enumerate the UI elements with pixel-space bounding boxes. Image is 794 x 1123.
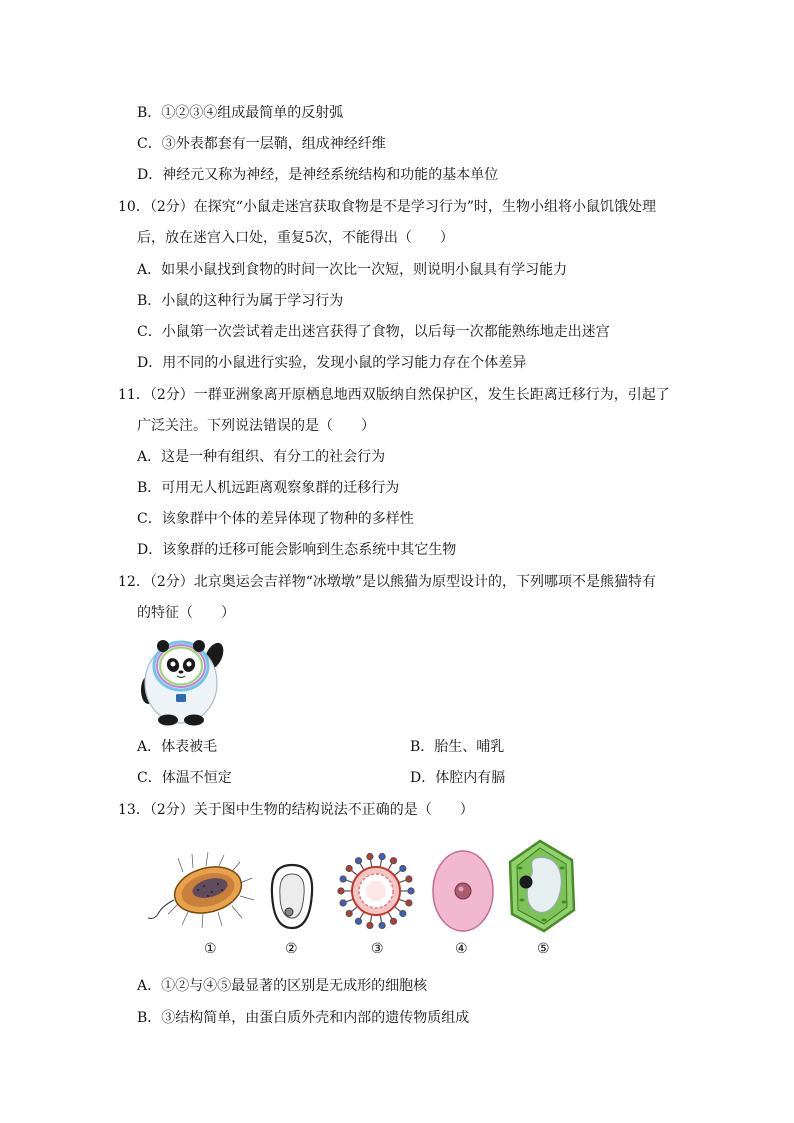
q12-option-c: C．体温不恒定 <box>137 770 232 786</box>
virus-spike-icon <box>338 888 344 894</box>
q9-option-c: C．③外表都套有一层鞘，组成神经纤维 <box>137 136 386 152</box>
figure-label-4: ④ <box>455 941 468 957</box>
virus-spike-icon <box>356 918 362 924</box>
q10-option-b: B．小鼠的这种行为属于学习行为 <box>137 293 344 309</box>
q12-option-a: A．体表被毛 <box>137 739 218 755</box>
virus-spike-icon <box>356 858 362 864</box>
q11-stem-line2: 广泛关注。下列说法错误的是（ ） <box>137 418 375 434</box>
q13-stem: 13．（2分）关于图中生物的结构说法不正确的是（ ） <box>118 802 474 818</box>
virus-spike-icon <box>406 900 412 906</box>
q11-stem-line1: 11．（2分）一群亚洲象离开原栖息地西双版纳自然保护区，发生长距离迁移行为，引起了 <box>118 387 670 403</box>
virus-spike-icon <box>400 866 406 872</box>
virus-spike-icon <box>379 854 385 860</box>
virus-spike-icon <box>400 910 406 916</box>
q12-stem-line2: 的特征（ ） <box>137 605 235 621</box>
q13-option-a: A．①②与④⑤最显著的区别是无成形的细胞核 <box>137 978 428 994</box>
q12-option-d: D．体腔内有膈 <box>410 770 506 786</box>
virus-spike-icon <box>391 858 397 864</box>
bacterium-image <box>148 850 258 930</box>
q9-option-d: D．神经元又称为神经，是神经系统结构和功能的基本单位 <box>137 167 499 183</box>
q10-stem-line2: 后，放在迷宫入口处，重复5次，不能得出（ ） <box>137 230 454 246</box>
figure-label-3: ③ <box>371 941 384 957</box>
q13-option-b: B．③结构简单，由蛋白质外壳和内部的遗传物质组成 <box>137 1010 470 1026</box>
figure-label-1: ① <box>204 941 217 957</box>
virus-spike-icon <box>367 854 373 860</box>
q10-stem-line1: 10．（2分）在探究“小鼠走迷宫获取食物是不是学习行为”时，生物小组将小鼠饥饿处理 <box>118 199 657 215</box>
virus-spike-icon <box>406 876 412 882</box>
virus-spike-icon <box>408 888 414 894</box>
virus-spike-icon <box>346 910 352 916</box>
q11-option-c: C．该象群中个体的差异体现了物种的多样性 <box>137 511 414 527</box>
q12-stem-line1: 12．（2分）北京奥运会吉祥物“冰墩墩”是以熊猫为原型设计的，下列哪项不是熊猫特有 <box>118 574 657 590</box>
virus-spike-icon <box>340 876 346 882</box>
figure-label-2: ② <box>285 941 298 957</box>
q9-option-b: B．①②③④组成最简单的反射弧 <box>137 105 344 121</box>
figure-label-5: ⑤ <box>537 941 550 957</box>
animal-cell-image <box>430 848 496 934</box>
bing-dwen-dwen-mascot-image <box>134 628 229 726</box>
virus-spike-icon <box>379 922 385 928</box>
q10-option-a: A．如果小鼠找到食物的时间一次比一次短，则说明小鼠具有学习能力 <box>137 262 568 278</box>
q12-option-b: B．胎生、哺乳 <box>410 739 505 755</box>
virus-image <box>335 850 417 932</box>
virus-spike-icon <box>346 866 352 872</box>
plant-cell-image <box>506 838 578 934</box>
q10-option-c: C．小鼠第一次尝试着走出迷宫获得了食物，以后每一次都能熟练地走出迷宫 <box>137 324 610 340</box>
virus-spike-icon <box>367 922 373 928</box>
q11-option-a: A．这是一种有组织、有分工的社会行为 <box>137 449 386 465</box>
q10-option-d: D．用不同的小鼠进行实验，发现小鼠的学习能力存在个体差异 <box>137 355 527 371</box>
virus-spike-icon <box>340 900 346 906</box>
virus-spike-icon <box>391 918 397 924</box>
yeast-cell-image <box>268 862 316 932</box>
q11-option-d: D．该象群的迁移可能会影响到生态系统中其它生物 <box>137 542 457 558</box>
q11-option-b: B．可用无人机远距离观察象群的迁移行为 <box>137 480 400 496</box>
